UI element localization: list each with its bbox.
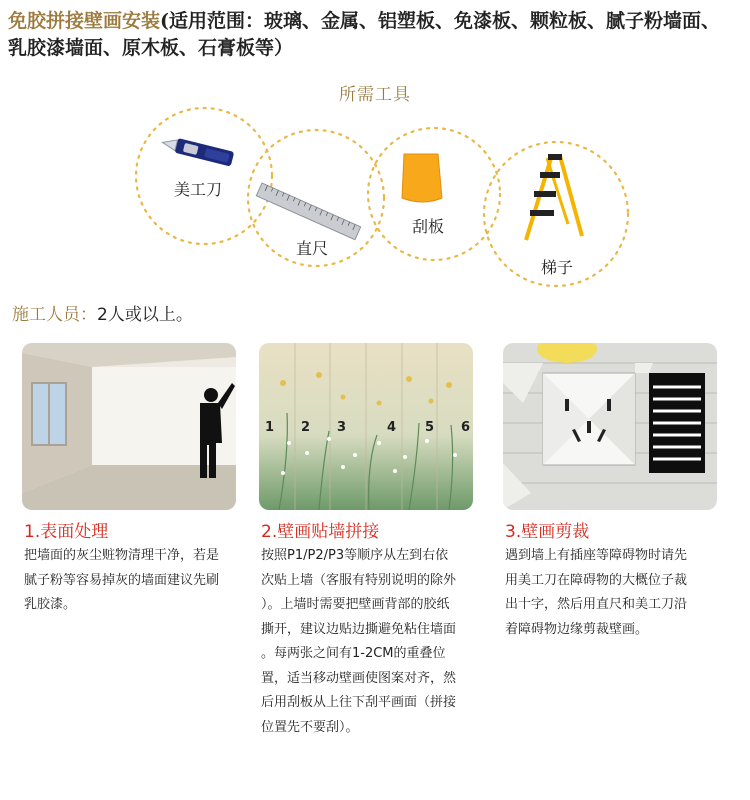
- step2-title: 2.壁画贴墙拼接: [261, 522, 380, 542]
- utility-knife-icon: [161, 135, 234, 167]
- step1-description: 把墙面的灰尘赃物清理干净，若是 腻子粉等容易掉灰的墙面建议先刷 乳胶漆。: [24, 548, 220, 612]
- applicable-range-line2: 乳胶漆墙面、原木板、石膏板等）: [8, 37, 294, 59]
- tool-label-ruler: 直尺: [296, 239, 329, 258]
- page-title: 免胶拼接壁画安装: [8, 10, 161, 32]
- crew-label: 施工人员：: [12, 305, 97, 325]
- step2-photo: [259, 343, 473, 510]
- step3-description: 遇到墙上有插座等障碍物时请先 用美工刀在障碍物的大概位子裁 出十字，然后用直尺和美工刀沿 着障碍物边缘剪裁壁画。: [505, 548, 688, 637]
- tool-label-ladder: 梯子: [541, 258, 574, 277]
- tools-illustration: [0, 0, 750, 300]
- step3-title: 3.壁画剪裁: [505, 522, 590, 542]
- panel-number-1: 1: [265, 420, 275, 435]
- step1-title: 1.表面处理: [24, 522, 109, 542]
- steel-ruler-icon: [256, 183, 360, 240]
- wall-vent: [649, 373, 705, 473]
- panel-number-5: 5: [425, 420, 435, 435]
- crew-requirement: [12, 300, 193, 325]
- panel-number-2: 2: [301, 420, 311, 435]
- scraper-icon: [402, 154, 442, 202]
- tool-label-knife: 美工刀: [174, 180, 223, 199]
- ladder-icon: [526, 154, 582, 240]
- panel-number-4: 4: [387, 420, 397, 435]
- applicable-range-line1: (适用范围：玻璃、金属、铝塑板、免漆板、颗粒板、腻子粉墙面、: [160, 10, 721, 32]
- step2-description: 按照P1/P2/P3等顺序从左到右依 次贴上墙（客服有特别说明的除外 ）。上墙时需要把壁画背部的胶纸 撕开，建议边贴边撕避免粘住墙面 。每两张之间有1-2CM的重叠位 置，适当移动壁画使图案对齐，然 后用刮板从上往下刮平画面（拼接 位置先不要刮）。: [261, 548, 457, 735]
- step3-photo: [503, 343, 717, 510]
- tool-circle-knife: [136, 108, 272, 244]
- tool-label-scraper: 刮板: [412, 217, 445, 236]
- tools-section-title: 所需工具: [339, 85, 411, 105]
- step1-photo: [22, 343, 236, 510]
- crew-value: 2人或以上。: [97, 305, 193, 325]
- panel-number-3: 3: [337, 420, 347, 435]
- panel-number-6: 6: [461, 420, 471, 435]
